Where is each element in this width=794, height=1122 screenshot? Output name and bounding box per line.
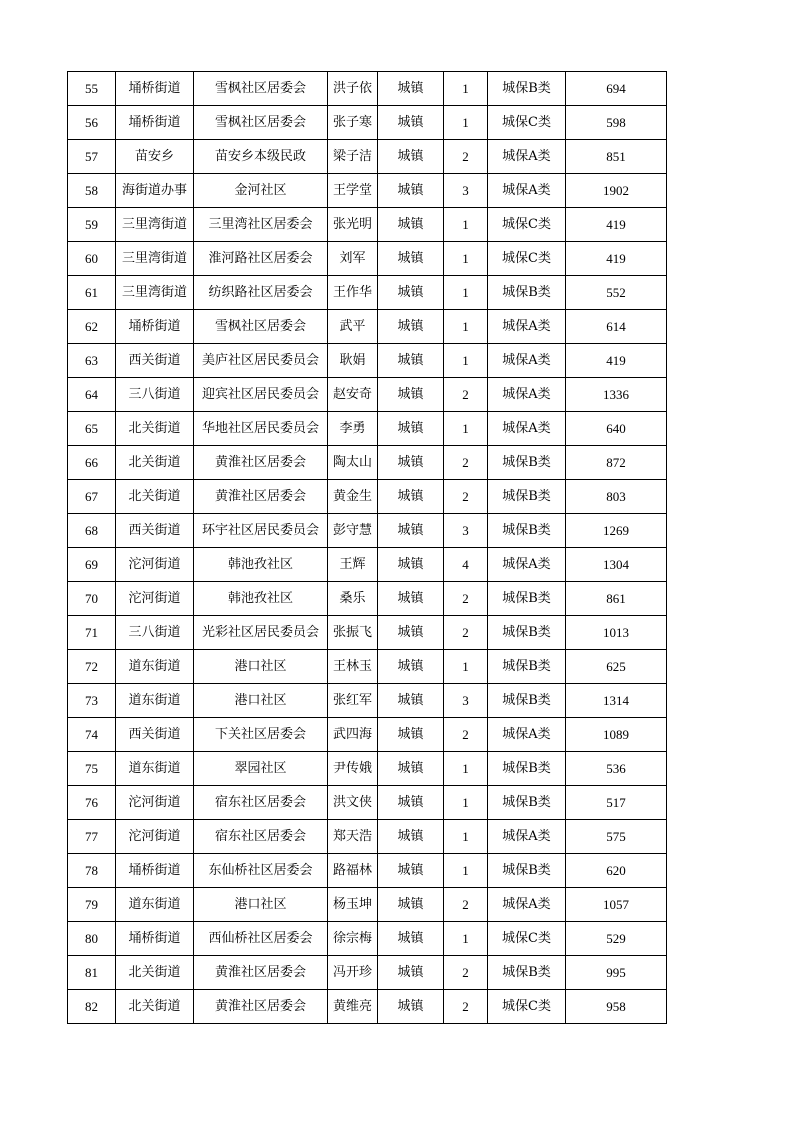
street-cell: 北关街道 <box>116 990 194 1024</box>
name-cell: 杨玉坤 <box>328 888 378 922</box>
area-type-cell: 城镇 <box>378 616 444 650</box>
amount-cell: 1902 <box>566 174 667 208</box>
table-row <box>68 922 667 956</box>
table-row <box>68 650 667 684</box>
category-cell: 城保B类 <box>488 684 566 718</box>
row-number: 72 <box>68 650 116 684</box>
name-cell: 路福林 <box>328 854 378 888</box>
street-cell: 沱河街道 <box>116 820 194 854</box>
area-type-cell: 城镇 <box>378 514 444 548</box>
community-cell: 迎宾社区居民委员会 <box>194 378 328 412</box>
category-cell: 城保A类 <box>488 820 566 854</box>
table-row <box>68 548 667 582</box>
name-cell: 洪文侠 <box>328 786 378 820</box>
community-cell: 黄淮社区居委会 <box>194 956 328 990</box>
household-size-cell: 1 <box>444 820 488 854</box>
area-type-cell: 城镇 <box>378 378 444 412</box>
table-row <box>68 786 667 820</box>
row-number: 81 <box>68 956 116 990</box>
row-number: 63 <box>68 344 116 378</box>
table-row <box>68 310 667 344</box>
household-size-cell: 1 <box>444 106 488 140</box>
amount-cell: 614 <box>566 310 667 344</box>
table-body <box>68 72 667 1024</box>
community-cell: 雪枫社区居委会 <box>194 106 328 140</box>
household-size-cell: 4 <box>444 548 488 582</box>
amount-cell: 1304 <box>566 548 667 582</box>
community-cell: 宿东社区居委会 <box>194 820 328 854</box>
amount-cell: 1013 <box>566 616 667 650</box>
community-cell: 港口社区 <box>194 650 328 684</box>
table-row <box>68 208 667 242</box>
household-size-cell: 1 <box>444 276 488 310</box>
category-cell: 城保A类 <box>488 412 566 446</box>
amount-cell: 419 <box>566 242 667 276</box>
name-cell: 耿娟 <box>328 344 378 378</box>
amount-cell: 1057 <box>566 888 667 922</box>
table-row <box>68 718 667 752</box>
street-cell: 西关街道 <box>116 514 194 548</box>
row-number: 62 <box>68 310 116 344</box>
household-size-cell: 2 <box>444 718 488 752</box>
table-row <box>68 174 667 208</box>
row-number: 75 <box>68 752 116 786</box>
table-row <box>68 990 667 1024</box>
household-size-cell: 2 <box>444 956 488 990</box>
street-cell: 埇桥街道 <box>116 854 194 888</box>
row-number: 71 <box>68 616 116 650</box>
street-cell: 道东街道 <box>116 650 194 684</box>
name-cell: 李勇 <box>328 412 378 446</box>
amount-cell: 851 <box>566 140 667 174</box>
category-cell: 城保B类 <box>488 582 566 616</box>
area-type-cell: 城镇 <box>378 718 444 752</box>
community-cell: 美庐社区居民委员会 <box>194 344 328 378</box>
table-row <box>68 446 667 480</box>
category-cell: 城保B类 <box>488 786 566 820</box>
amount-cell: 536 <box>566 752 667 786</box>
area-type-cell: 城镇 <box>378 786 444 820</box>
amount-cell: 640 <box>566 412 667 446</box>
amount-cell: 620 <box>566 854 667 888</box>
amount-cell: 803 <box>566 480 667 514</box>
household-size-cell: 3 <box>444 174 488 208</box>
category-cell: 城保B类 <box>488 616 566 650</box>
name-cell: 王学堂 <box>328 174 378 208</box>
category-cell: 城保B类 <box>488 650 566 684</box>
category-cell: 城保B类 <box>488 752 566 786</box>
row-number: 56 <box>68 106 116 140</box>
street-cell: 苗安乡 <box>116 140 194 174</box>
category-cell: 城保C类 <box>488 990 566 1024</box>
household-size-cell: 3 <box>444 514 488 548</box>
community-cell: 东仙桥社区居委会 <box>194 854 328 888</box>
area-type-cell: 城镇 <box>378 956 444 990</box>
community-cell: 下关社区居委会 <box>194 718 328 752</box>
household-size-cell: 2 <box>444 990 488 1024</box>
street-cell: 埇桥街道 <box>116 72 194 106</box>
amount-cell: 575 <box>566 820 667 854</box>
amount-cell: 995 <box>566 956 667 990</box>
category-cell: 城保B类 <box>488 514 566 548</box>
name-cell: 王辉 <box>328 548 378 582</box>
table-row <box>68 514 667 548</box>
community-cell: 苗安乡本级民政 <box>194 140 328 174</box>
table-row <box>68 242 667 276</box>
area-type-cell: 城镇 <box>378 242 444 276</box>
name-cell: 梁子洁 <box>328 140 378 174</box>
household-size-cell: 2 <box>444 616 488 650</box>
row-number: 61 <box>68 276 116 310</box>
category-cell: 城保C类 <box>488 106 566 140</box>
category-cell: 城保A类 <box>488 888 566 922</box>
table-row <box>68 616 667 650</box>
name-cell: 黄维亮 <box>328 990 378 1024</box>
amount-cell: 552 <box>566 276 667 310</box>
row-number: 77 <box>68 820 116 854</box>
row-number: 58 <box>68 174 116 208</box>
household-size-cell: 2 <box>444 480 488 514</box>
row-number: 67 <box>68 480 116 514</box>
area-type-cell: 城镇 <box>378 922 444 956</box>
table-row <box>68 412 667 446</box>
community-cell: 西仙桥社区居委会 <box>194 922 328 956</box>
street-cell: 北关街道 <box>116 956 194 990</box>
name-cell: 洪子依 <box>328 72 378 106</box>
name-cell: 郑天浩 <box>328 820 378 854</box>
household-size-cell: 2 <box>444 582 488 616</box>
name-cell: 冯开珍 <box>328 956 378 990</box>
street-cell: 埇桥街道 <box>116 106 194 140</box>
street-cell: 沱河街道 <box>116 786 194 820</box>
row-number: 73 <box>68 684 116 718</box>
table-row <box>68 684 667 718</box>
amount-cell: 1269 <box>566 514 667 548</box>
name-cell: 张子寒 <box>328 106 378 140</box>
street-cell: 三里湾街道 <box>116 276 194 310</box>
household-size-cell: 1 <box>444 344 488 378</box>
area-type-cell: 城镇 <box>378 106 444 140</box>
area-type-cell: 城镇 <box>378 310 444 344</box>
category-cell: 城保B类 <box>488 956 566 990</box>
household-size-cell: 1 <box>444 854 488 888</box>
amount-cell: 872 <box>566 446 667 480</box>
table-row <box>68 140 667 174</box>
row-number: 82 <box>68 990 116 1024</box>
area-type-cell: 城镇 <box>378 480 444 514</box>
category-cell: 城保A类 <box>488 548 566 582</box>
amount-cell: 517 <box>566 786 667 820</box>
street-cell: 道东街道 <box>116 684 194 718</box>
table-row <box>68 344 667 378</box>
community-cell: 黄淮社区居委会 <box>194 446 328 480</box>
street-cell: 三里湾街道 <box>116 242 194 276</box>
amount-cell: 694 <box>566 72 667 106</box>
area-type-cell: 城镇 <box>378 344 444 378</box>
name-cell: 武四海 <box>328 718 378 752</box>
household-size-cell: 1 <box>444 650 488 684</box>
row-number: 76 <box>68 786 116 820</box>
street-cell: 沱河街道 <box>116 548 194 582</box>
row-number: 78 <box>68 854 116 888</box>
community-cell: 华地社区居民委员会 <box>194 412 328 446</box>
category-cell: 城保A类 <box>488 174 566 208</box>
household-size-cell: 1 <box>444 208 488 242</box>
area-type-cell: 城镇 <box>378 140 444 174</box>
row-number: 59 <box>68 208 116 242</box>
community-cell: 黄淮社区居委会 <box>194 990 328 1024</box>
community-cell: 港口社区 <box>194 888 328 922</box>
amount-cell: 958 <box>566 990 667 1024</box>
community-cell: 翠园社区 <box>194 752 328 786</box>
area-type-cell: 城镇 <box>378 752 444 786</box>
household-size-cell: 1 <box>444 922 488 956</box>
area-type-cell: 城镇 <box>378 412 444 446</box>
table-row <box>68 582 667 616</box>
community-cell: 纺织路社区居委会 <box>194 276 328 310</box>
community-cell: 宿东社区居委会 <box>194 786 328 820</box>
street-cell: 三八街道 <box>116 378 194 412</box>
street-cell: 北关街道 <box>116 412 194 446</box>
table-row <box>68 480 667 514</box>
table-row <box>68 888 667 922</box>
name-cell: 王林玉 <box>328 650 378 684</box>
table-row <box>68 752 667 786</box>
name-cell: 彭守慧 <box>328 514 378 548</box>
category-cell: 城保B类 <box>488 854 566 888</box>
household-size-cell: 3 <box>444 684 488 718</box>
name-cell: 陶太山 <box>328 446 378 480</box>
name-cell: 尹传娥 <box>328 752 378 786</box>
category-cell: 城保C类 <box>488 208 566 242</box>
name-cell: 黄金生 <box>328 480 378 514</box>
category-cell: 城保B类 <box>488 72 566 106</box>
row-number: 79 <box>68 888 116 922</box>
table-row <box>68 820 667 854</box>
household-size-cell: 1 <box>444 786 488 820</box>
name-cell: 张红军 <box>328 684 378 718</box>
row-number: 65 <box>68 412 116 446</box>
area-type-cell: 城镇 <box>378 174 444 208</box>
street-cell: 北关街道 <box>116 480 194 514</box>
row-number: 60 <box>68 242 116 276</box>
street-cell: 埇桥街道 <box>116 922 194 956</box>
table-row <box>68 106 667 140</box>
street-cell: 三八街道 <box>116 616 194 650</box>
row-number: 57 <box>68 140 116 174</box>
category-cell: 城保A类 <box>488 344 566 378</box>
category-cell: 城保B类 <box>488 446 566 480</box>
area-type-cell: 城镇 <box>378 582 444 616</box>
community-cell: 环宇社区居民委员会 <box>194 514 328 548</box>
household-size-cell: 1 <box>444 752 488 786</box>
area-type-cell: 城镇 <box>378 548 444 582</box>
area-type-cell: 城镇 <box>378 990 444 1024</box>
table-row <box>68 956 667 990</box>
category-cell: 城保A类 <box>488 718 566 752</box>
area-type-cell: 城镇 <box>378 208 444 242</box>
amount-cell: 1314 <box>566 684 667 718</box>
amount-cell: 419 <box>566 344 667 378</box>
area-type-cell: 城镇 <box>378 650 444 684</box>
amount-cell: 529 <box>566 922 667 956</box>
category-cell: 城保B类 <box>488 276 566 310</box>
street-cell: 海街道办事 <box>116 174 194 208</box>
household-size-cell: 1 <box>444 412 488 446</box>
table-row <box>68 854 667 888</box>
category-cell: 城保C类 <box>488 922 566 956</box>
street-cell: 三里湾街道 <box>116 208 194 242</box>
row-number: 80 <box>68 922 116 956</box>
amount-cell: 598 <box>566 106 667 140</box>
row-number: 74 <box>68 718 116 752</box>
street-cell: 西关街道 <box>116 718 194 752</box>
household-size-cell: 1 <box>444 242 488 276</box>
street-cell: 沱河街道 <box>116 582 194 616</box>
community-cell: 黄淮社区居委会 <box>194 480 328 514</box>
amount-cell: 1089 <box>566 718 667 752</box>
assistance-table <box>67 71 667 1024</box>
table-row <box>68 72 667 106</box>
category-cell: 城保A类 <box>488 310 566 344</box>
row-number: 68 <box>68 514 116 548</box>
table-row <box>68 378 667 412</box>
street-cell: 北关街道 <box>116 446 194 480</box>
household-size-cell: 1 <box>444 310 488 344</box>
table-row <box>68 276 667 310</box>
community-cell: 三里湾社区居委会 <box>194 208 328 242</box>
household-size-cell: 2 <box>444 140 488 174</box>
household-size-cell: 2 <box>444 378 488 412</box>
category-cell: 城保A类 <box>488 378 566 412</box>
community-cell: 港口社区 <box>194 684 328 718</box>
amount-cell: 419 <box>566 208 667 242</box>
name-cell: 武平 <box>328 310 378 344</box>
community-cell: 淮河路社区居委会 <box>194 242 328 276</box>
area-type-cell: 城镇 <box>378 72 444 106</box>
name-cell: 刘军 <box>328 242 378 276</box>
row-number: 55 <box>68 72 116 106</box>
community-cell: 韩池孜社区 <box>194 582 328 616</box>
household-size-cell: 1 <box>444 72 488 106</box>
name-cell: 张光明 <box>328 208 378 242</box>
row-number: 66 <box>68 446 116 480</box>
street-cell: 埇桥街道 <box>116 310 194 344</box>
row-number: 70 <box>68 582 116 616</box>
household-size-cell: 2 <box>444 446 488 480</box>
name-cell: 赵安奇 <box>328 378 378 412</box>
area-type-cell: 城镇 <box>378 820 444 854</box>
area-type-cell: 城镇 <box>378 888 444 922</box>
community-cell: 雪枫社区居委会 <box>194 72 328 106</box>
category-cell: 城保C类 <box>488 242 566 276</box>
name-cell: 徐宗梅 <box>328 922 378 956</box>
community-cell: 光彩社区居民委员会 <box>194 616 328 650</box>
name-cell: 张振飞 <box>328 616 378 650</box>
amount-cell: 1336 <box>566 378 667 412</box>
name-cell: 桑乐 <box>328 582 378 616</box>
amount-cell: 625 <box>566 650 667 684</box>
household-size-cell: 2 <box>444 888 488 922</box>
amount-cell: 861 <box>566 582 667 616</box>
area-type-cell: 城镇 <box>378 446 444 480</box>
community-cell: 雪枫社区居委会 <box>194 310 328 344</box>
community-cell: 金河社区 <box>194 174 328 208</box>
area-type-cell: 城镇 <box>378 684 444 718</box>
row-number: 69 <box>68 548 116 582</box>
community-cell: 韩池孜社区 <box>194 548 328 582</box>
area-type-cell: 城镇 <box>378 854 444 888</box>
street-cell: 道东街道 <box>116 888 194 922</box>
row-number: 64 <box>68 378 116 412</box>
name-cell: 王作华 <box>328 276 378 310</box>
street-cell: 道东街道 <box>116 752 194 786</box>
category-cell: 城保A类 <box>488 140 566 174</box>
area-type-cell: 城镇 <box>378 276 444 310</box>
category-cell: 城保B类 <box>488 480 566 514</box>
street-cell: 西关街道 <box>116 344 194 378</box>
